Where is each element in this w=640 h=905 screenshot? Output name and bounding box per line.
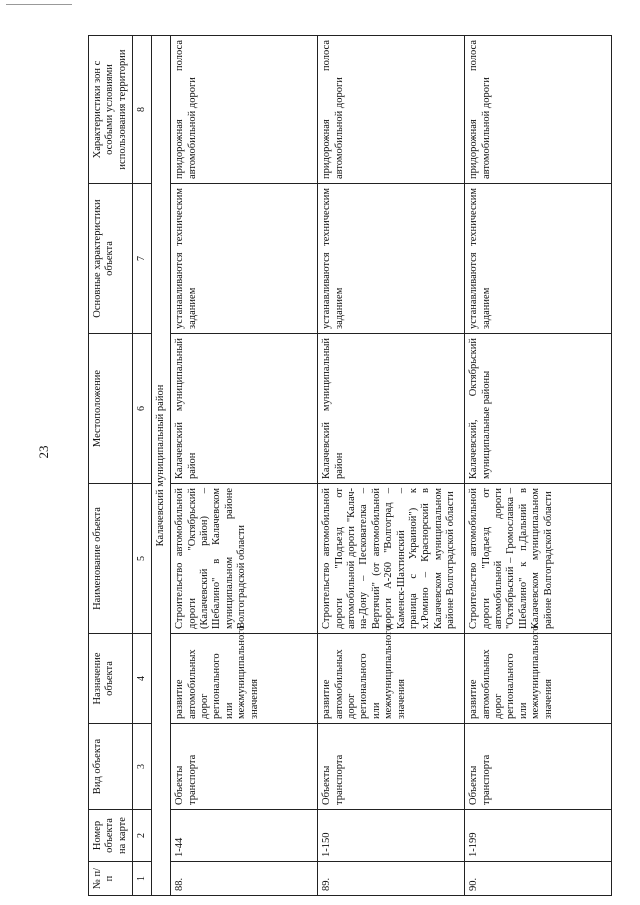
object-name: Строительство автомобильной дороги "Октябрьский (Калачевский район) – Шебалино" в Калачевском муниципальном районе Волгоградской области: [171, 484, 318, 634]
objects-table: [88, 35, 612, 896]
column-number: 3: [133, 724, 152, 810]
top-rule: [6, 4, 72, 5]
zone-characteristics: придорожная полоса автомобильной дороги: [171, 36, 318, 184]
header-cell: Местоположение: [89, 334, 133, 484]
table-row: [318, 36, 465, 896]
column-number: 2: [133, 810, 152, 862]
header-cell: Назначение объекта: [89, 634, 133, 724]
object-name: Строительство автомобильной дороги "Подъезд от автомобильной дороги "Калач-на-Дону – Пескователка – Вертячий" (от автомобильной дороги А-260 "Волгоград – Каменск-Шахтинский – граница с Украиной") к х.Ромино – Краснорский в Калачевском муниципальном районе Волгоградской области: [318, 484, 465, 634]
header-cell: Номер объекта на карте: [89, 810, 133, 862]
rotated-table-page: [88, 36, 628, 896]
object-purpose: развитие автомобильных дорог регионального или межмуниципального значения: [465, 634, 612, 724]
table-row: [171, 36, 318, 896]
header-cell: № п/п: [89, 862, 133, 896]
map-number: 1-150: [318, 810, 465, 862]
column-number: 7: [133, 184, 152, 334]
page-number: 23: [36, 445, 51, 459]
column-number: 8: [133, 36, 152, 184]
object-characteristics: устанавливаются техническим заданием: [465, 184, 612, 334]
column-number-row: [133, 36, 152, 896]
object-kind: Объекты транспорта: [318, 724, 465, 810]
header-cell: Наименование объекта: [89, 484, 133, 634]
object-location: Калачевский, Октябрьский муниципальные районы: [465, 334, 612, 484]
column-number: 1: [133, 862, 152, 896]
object-kind: Объекты транспорта: [465, 724, 612, 810]
header-cell: Основные характеристики объекта: [89, 184, 133, 334]
object-name: Строительство автомобильной дороги "Подъезд от автомобильной дороги "Октябрьский – Громославка – Шебалино" к п.Дальний в Калачевском муниципальном районе Волгоградской области: [465, 484, 612, 634]
header-row: [89, 36, 133, 896]
region-row: [151, 36, 170, 896]
map-number: 1-199: [465, 810, 612, 862]
column-number: 4: [133, 634, 152, 724]
table-row: [465, 36, 612, 896]
zone-characteristics: придорожная полоса автомобильной дороги: [465, 36, 612, 184]
object-characteristics: устанавливаются техническим заданием: [171, 184, 318, 334]
header-cell: Характеристики зон с особыми условиями использования территории: [89, 36, 133, 184]
object-location: Калачевский муниципальный район: [171, 334, 318, 484]
map-number: 1-44: [171, 810, 318, 862]
object-purpose: развитие автомобильных дорог регионального или межмуниципального значения: [318, 634, 465, 724]
header-cell: Вид объекта: [89, 724, 133, 810]
row-number: 89.: [318, 862, 465, 896]
column-number: 5: [133, 484, 152, 634]
region-title: Калачевский муниципальный район: [151, 36, 170, 896]
column-number: 6: [133, 334, 152, 484]
zone-characteristics: придорожная полоса автомобильной дороги: [318, 36, 465, 184]
object-location: Калачевский муниципальный район: [318, 334, 465, 484]
object-purpose: развитие автомобильных дорог регионального или межмуниципального значения: [171, 634, 318, 724]
row-number: 88.: [171, 862, 318, 896]
row-number: 90.: [465, 862, 612, 896]
object-characteristics: устанавливаются техническим заданием: [318, 184, 465, 334]
object-kind: Объекты транспорта: [171, 724, 318, 810]
